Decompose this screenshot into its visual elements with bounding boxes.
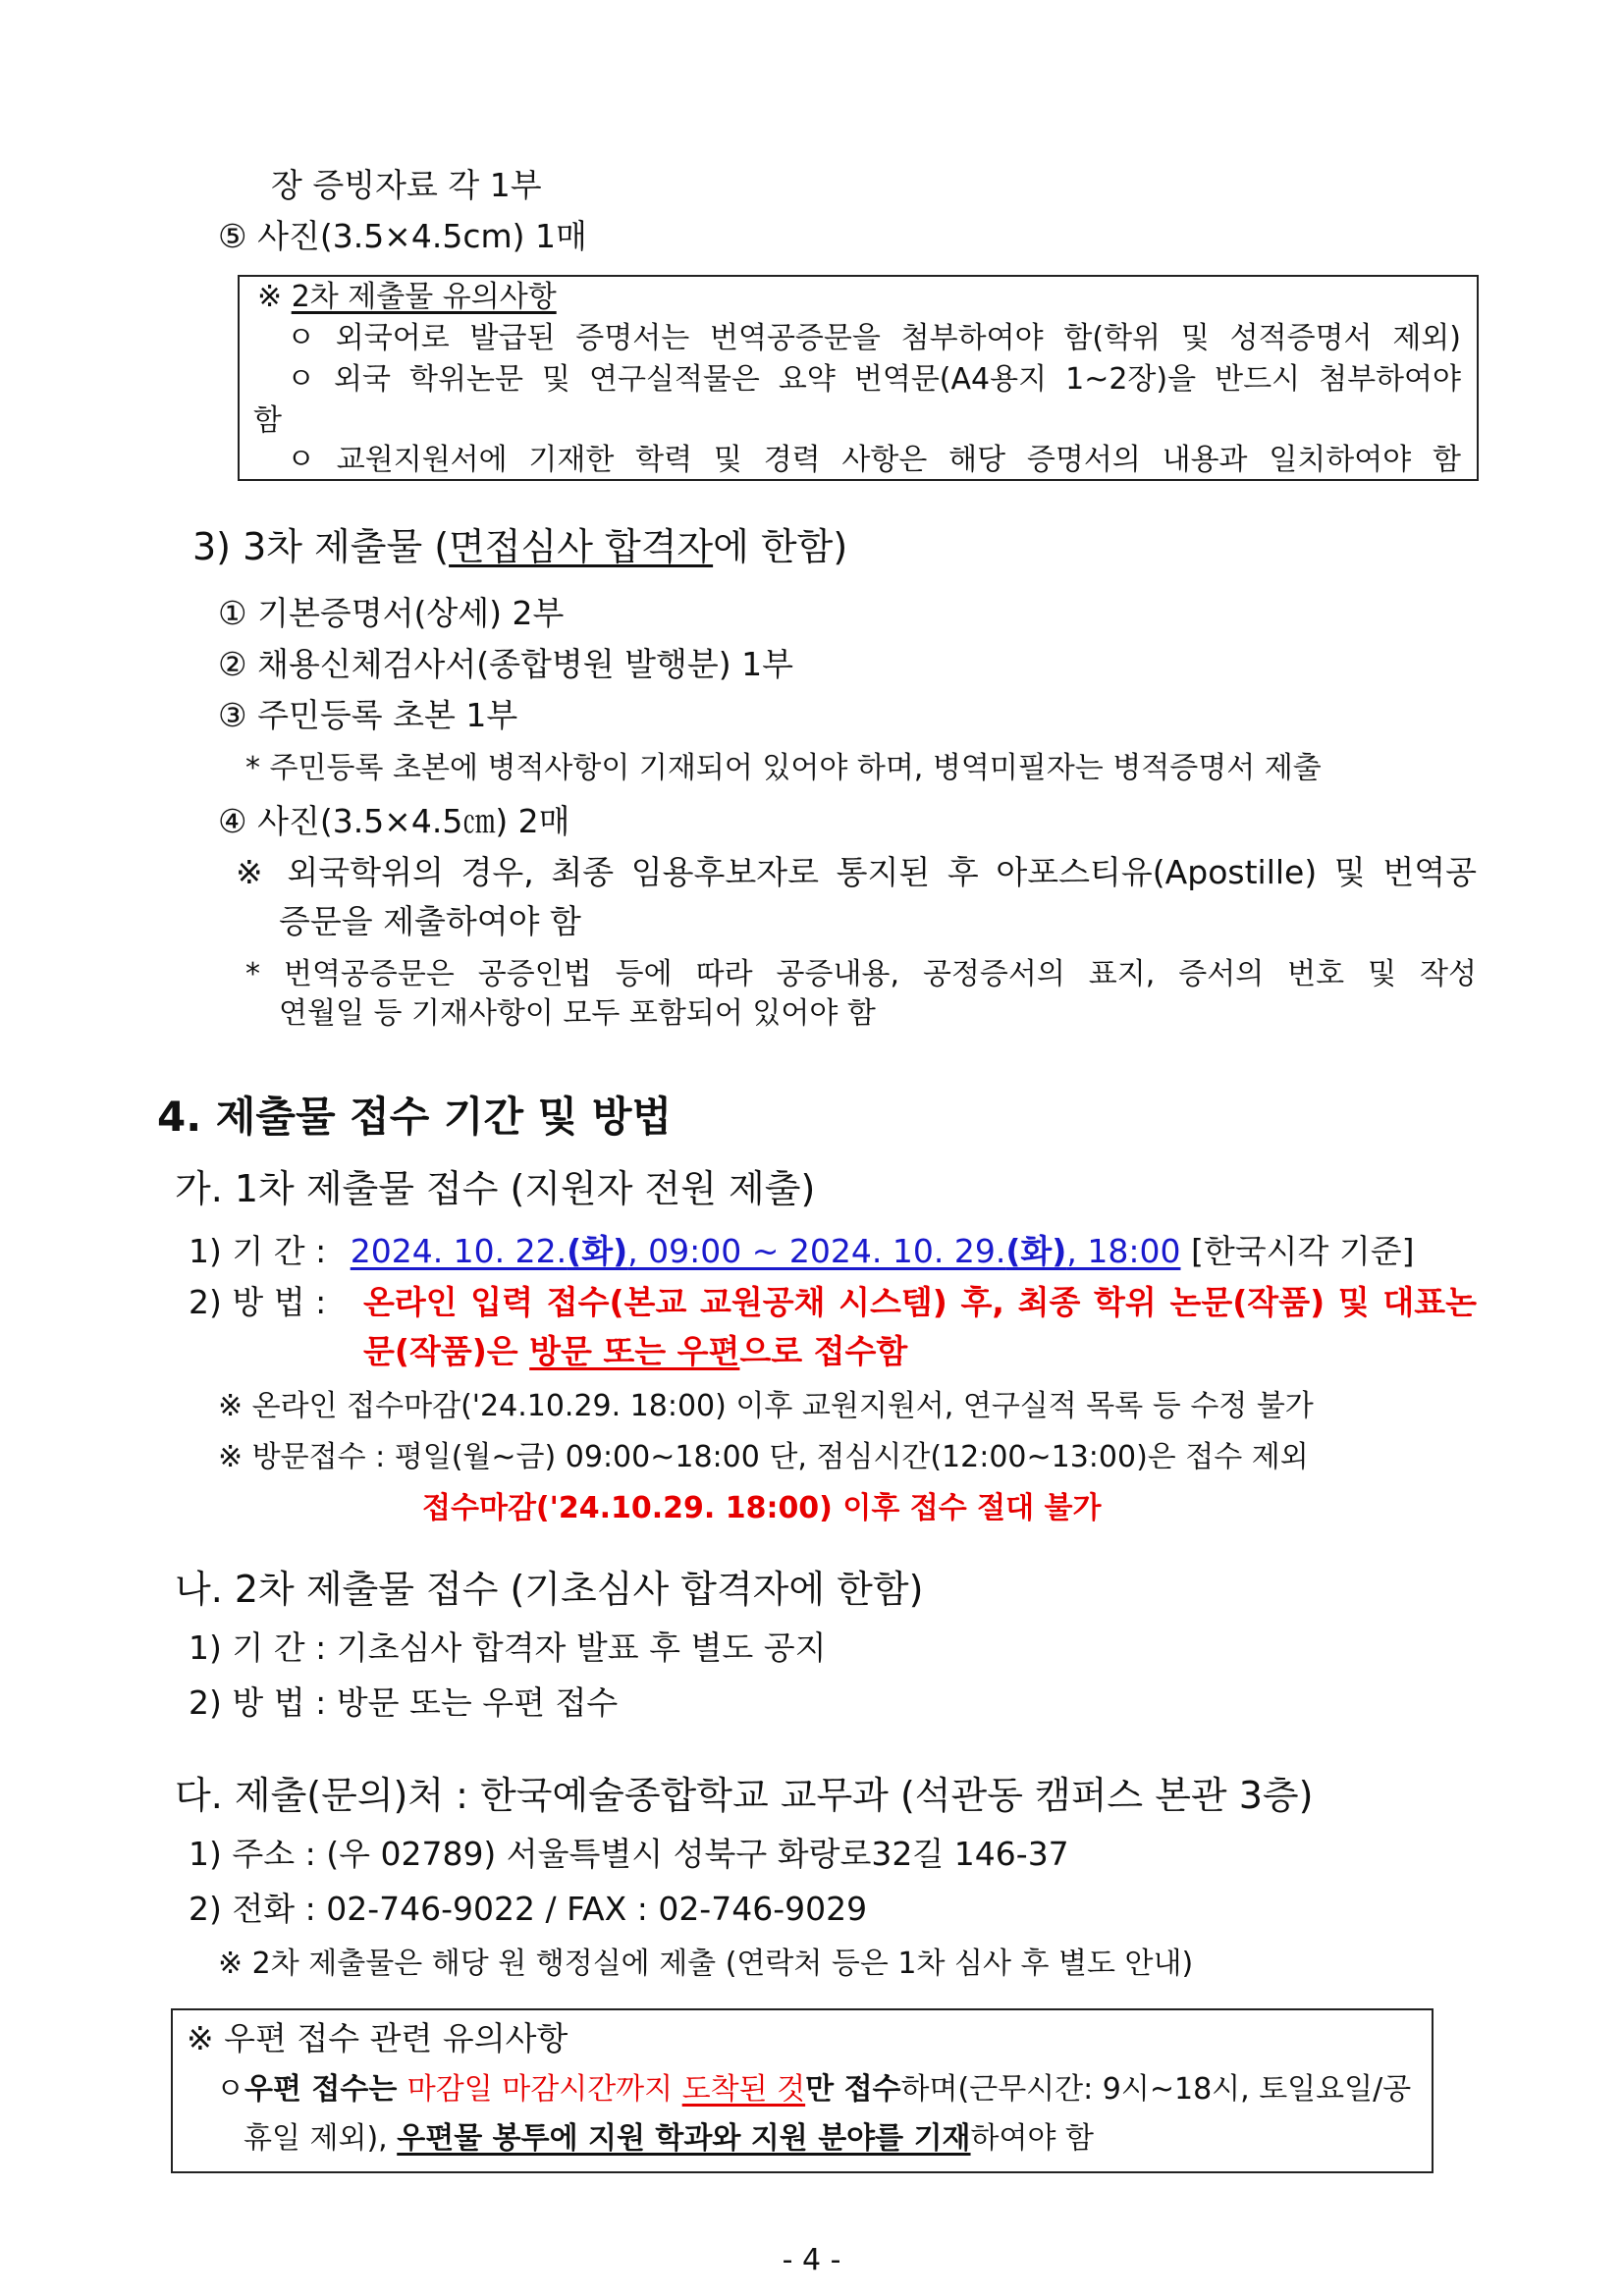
ga-period bbox=[189, 1231, 1414, 1271]
note-notary-line1: * 번역공증문은 공증인법 등에 따라 공증내용, 공정증서의 표지, 증서의 번호 및 작성 bbox=[245, 957, 1477, 991]
postal-notice-title: ※ 우편 접수 관련 유의사항 bbox=[187, 2019, 568, 2057]
item-photo-2: ④ 사진(3.5×4.5㎝) 2매 bbox=[218, 802, 570, 840]
ga-method-line1: 온라인 입력 접수(본교 교원공채 시스템) 후, 최종 학위 논문(작품) 및 대표논 bbox=[363, 1283, 1477, 1321]
section-3rd-submission-heading bbox=[192, 524, 847, 571]
heading-suffix: 에 한함) bbox=[713, 525, 848, 568]
da-address: 1) 주소 : (우 02789) 서울특별시 성북구 화랑로32길 146-37 bbox=[189, 1835, 1069, 1873]
notice-title bbox=[257, 279, 557, 316]
subsection-ga-heading: 가. 1차 제출물 접수 (지원자 전원 제출) bbox=[175, 1167, 816, 1210]
heading-prefix: 3) 3차 제출물 ( bbox=[192, 525, 450, 568]
ga-note-online-deadline: ※ 온라인 접수마감('24.10.29. 18:00) 이후 교원지원서, 연구실적 목록 등 수정 불가 bbox=[218, 1389, 1314, 1423]
page-number: - 4 - bbox=[782, 2243, 841, 2277]
ga-period-dates: 2024. 10. 22.(화), 09:00 ~ 2024. 10. 29.(화), 18:00 bbox=[350, 1232, 1181, 1270]
notice-item-summary-line1: ㅇ 외국 학위논문 및 연구실적물은 요약 번역문(A4용지 1~2장)을 반드시 첨부하여야 bbox=[287, 362, 1461, 397]
continuation-line: 장 증빙자료 각 1부 bbox=[271, 166, 542, 204]
notice-box-2nd-submission bbox=[238, 275, 1479, 481]
item-health-check: ② 채용신체검사서(종합병원 발행분) 1부 bbox=[218, 645, 793, 683]
notice-title-mark: ※ bbox=[257, 280, 283, 314]
da-note: ※ 2차 제출물은 해당 원 행정실에 제출 (연락처 등은 1차 심사 후 별도 안내) bbox=[218, 1947, 1194, 1981]
postal-notice-line1: ㅇ우편 접수는 마감일 마감시간까지 도착된 것만 접수하며(근무시간: 9시~18시, 토일요일/공 bbox=[216, 2072, 1412, 2107]
note-military-record: * 주민등록 초본에 병적사항이 기재되어 있어야 하며, 병역미필자는 병적증명서 제출 bbox=[245, 751, 1322, 785]
subsection-da-heading: 다. 제출(문의)처 : 한국예술종합학교 교무과 (석관동 캠퍼스 본관 3층) bbox=[175, 1774, 1314, 1817]
note-foreign-degree-line1: ※ 외국학위의 경우, 최종 임용후보자로 통지된 후 아포스티유(Apostille) 및 번역공 bbox=[236, 853, 1477, 891]
item-resident-registration: ③ 주민등록 초본 1부 bbox=[218, 696, 518, 734]
section-4-heading: 4. 제출물 접수 기간 및 방법 bbox=[157, 1093, 673, 1141]
na-period: 1) 기 간 : 기초심사 합격자 발표 후 별도 공지 bbox=[189, 1629, 827, 1667]
ga-period-label: 1) 기 간 : bbox=[189, 1232, 327, 1270]
ga-note-deadline-warning: 접수마감('24.10.29. 18:00) 이후 접수 절대 불가 bbox=[422, 1491, 1102, 1525]
notice-item-summary-line2: 함 bbox=[253, 403, 282, 438]
ga-period-suffix: [한국시각 기준] bbox=[1180, 1232, 1415, 1270]
heading-underlined: 면접심사 합격자 bbox=[449, 525, 714, 568]
subsection-na-heading: 나. 2차 제출물 접수 (기초심사 합격자에 한함) bbox=[175, 1568, 924, 1611]
ga-method-label: 2) 방 법 : bbox=[189, 1283, 327, 1321]
postal-notice-box bbox=[171, 2008, 1434, 2173]
note-notary-line2: 연월일 등 기재사항이 모두 포함되어 있어야 함 bbox=[279, 996, 876, 1031]
notice-item-consistency: ㅇ 교원지원서에 기재한 학력 및 경력 사항은 해당 증명서의 내용과 일치하여야 함 bbox=[287, 443, 1461, 477]
item-photo-1: ⑤ 사진(3.5×4.5cm) 1매 bbox=[218, 217, 587, 255]
note-foreign-degree-line2: 증문을 제출하여야 함 bbox=[279, 902, 581, 940]
ga-note-visit-hours: ※ 방문접수 : 평일(월~금) 09:00~18:00 단, 점심시간(12:00~13:00)은 접수 제외 bbox=[218, 1440, 1309, 1474]
item-basic-certificate: ① 기본증명서(상세) 2부 bbox=[218, 594, 565, 632]
postal-notice-line2: 휴일 제외), 우편물 봉투에 지원 학과와 지원 분야를 기재하여야 함 bbox=[243, 2121, 1095, 2156]
da-phone: 2) 전화 : 02-746-9022 / FAX : 02-746-9029 bbox=[189, 1890, 868, 1928]
ga-method-line2: 문(작품)은 방문 또는 우편으로 접수함 bbox=[363, 1332, 908, 1370]
notice-item-translation: ㅇ 외국어로 발급된 증명서는 번역공증문을 첨부하여야 함(학위 및 성적증명서 제외) bbox=[287, 321, 1461, 355]
notice-title-text: 2차 제출물 유의사항 bbox=[291, 280, 557, 314]
na-method: 2) 방 법 : 방문 또는 우편 접수 bbox=[189, 1683, 619, 1722]
